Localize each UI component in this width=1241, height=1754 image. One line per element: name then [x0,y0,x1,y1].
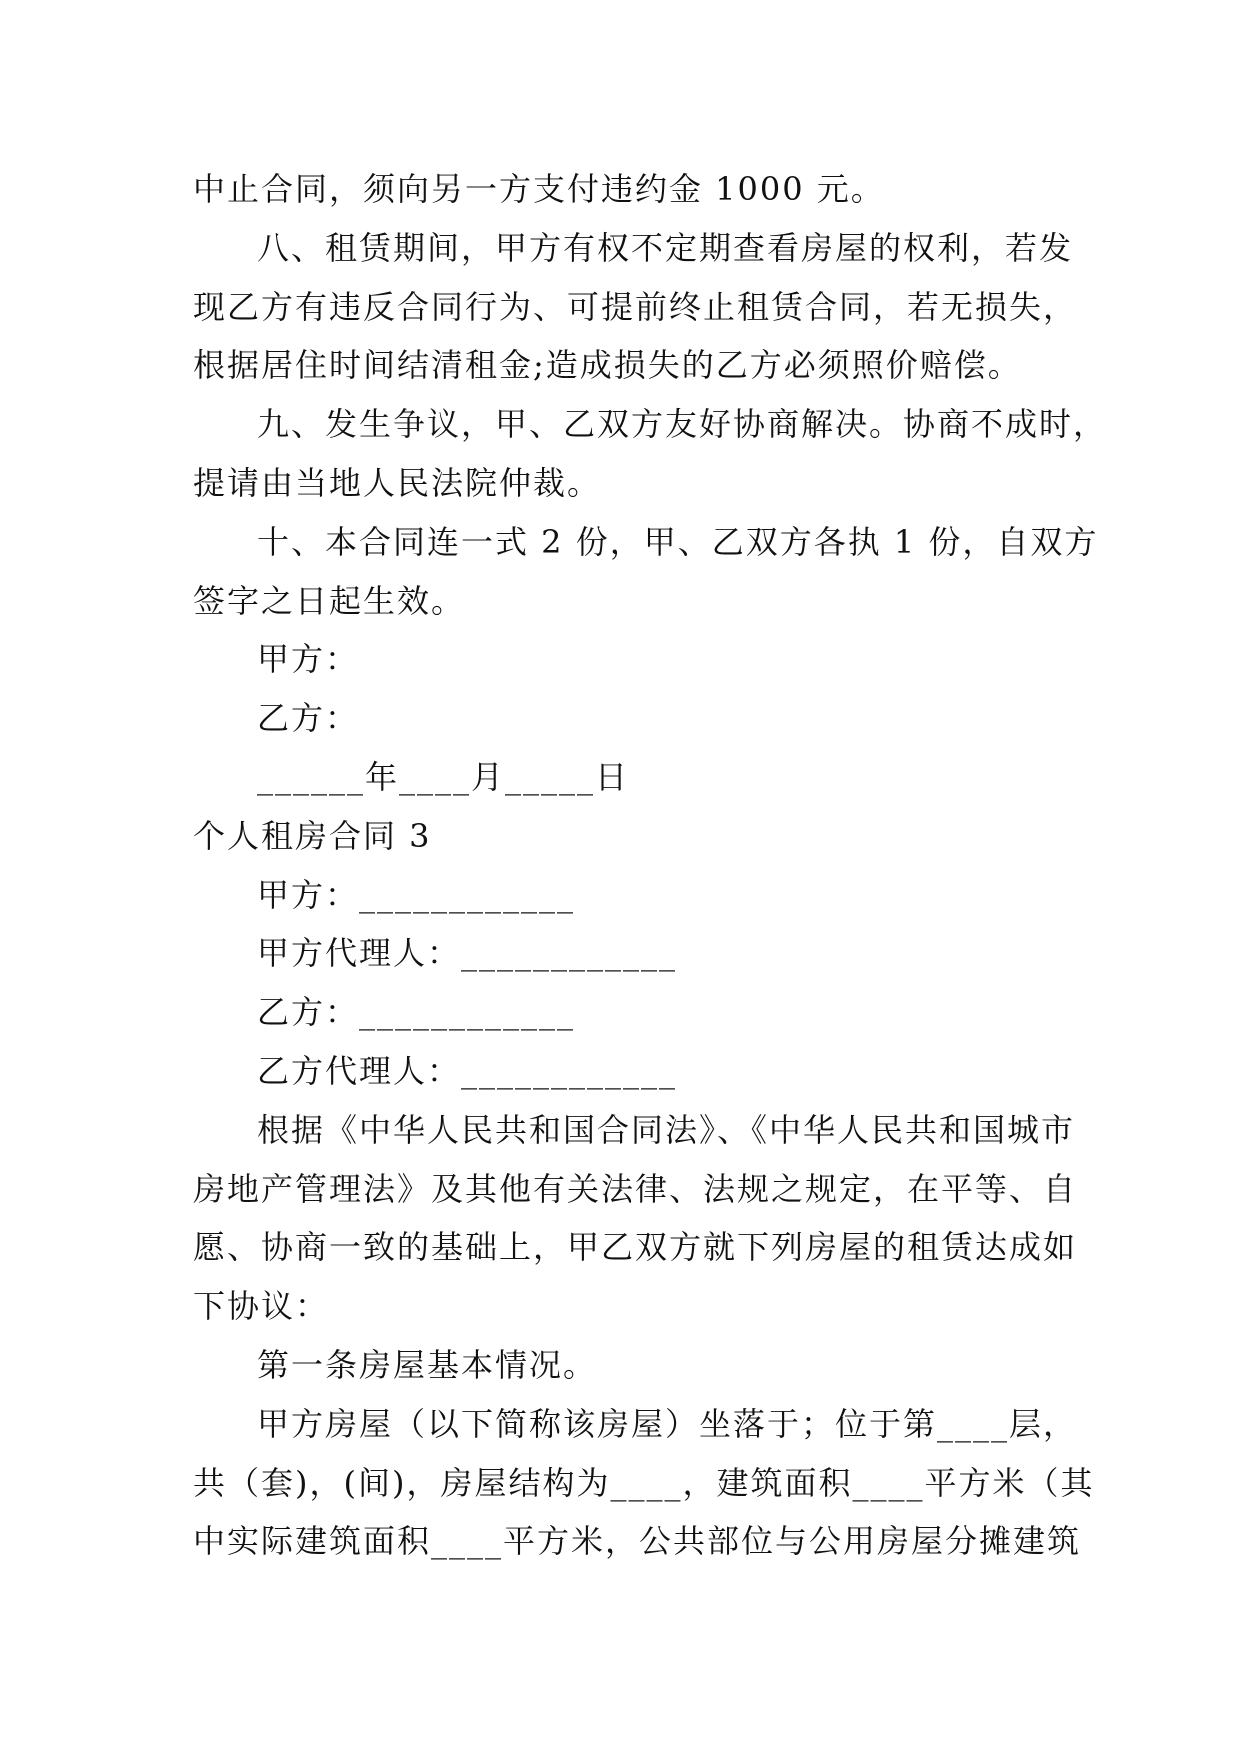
text-line: 愿、协商一致的基础上，甲乙双方就下列房屋的租赁达成如 [193,1228,1078,1267]
text-line: 房地产管理法》及其他有关法律、法规之规定，在平等、自 [193,1169,1078,1208]
text-line: 中止合同，须向另一方支付违约金 1000 元。 [193,170,885,208]
text-line: 中实际建筑面积____平方米，公共部位与公用房屋分摊建筑 [193,1522,1082,1561]
party-a-signature: 甲方： [257,640,360,679]
signature-date: ______年____月_____日 [257,757,630,796]
preamble-line: 根据《中华人民共和国合同法》、《中华人民共和国城市 [257,1110,1076,1149]
article-1-line: 甲方房屋（以下简称该房屋）坐落于；位于第____层， [257,1404,1078,1443]
party-a-agent-field: 甲方代理人：____________ [257,934,678,973]
text-line: 现乙方有违反合同行为、可提前终止租赁合同，若无损失， [193,287,1078,326]
party-b-signature: 乙方： [257,699,360,738]
clause-10-line: 十、本合同连一式 2 份，甲、乙双方各执 1 份，自双方 [257,522,1099,561]
clause-9-line: 九、发生争议，甲、乙双方友好协商解决。协商不成时， [257,405,1108,444]
party-b-field: 乙方：____________ [257,993,576,1032]
section-title: 个人租房合同 3 [193,816,432,855]
party-b-agent-field: 乙方代理人：____________ [257,1051,678,1090]
clause-8-line: 八、租赁期间，甲方有权不定期查看房屋的权利，若发 [257,228,1074,267]
text-line: 共（套)，(间)，房屋结构为____，建筑面积____平方米（其 [193,1463,1095,1502]
text-line: 提请由当地人民法院仲裁。 [193,463,602,502]
document-body [193,160,1108,1571]
text-line: 根据居住时间结清租金;造成损失的乙方必须照价赔偿。 [193,346,1022,385]
text-line: 签字之日起生效。 [193,581,466,620]
article-1-heading: 第一条房屋基本情况。 [257,1345,598,1384]
party-a-field: 甲方：____________ [257,875,576,914]
text-line: 下协议： [193,1287,330,1326]
